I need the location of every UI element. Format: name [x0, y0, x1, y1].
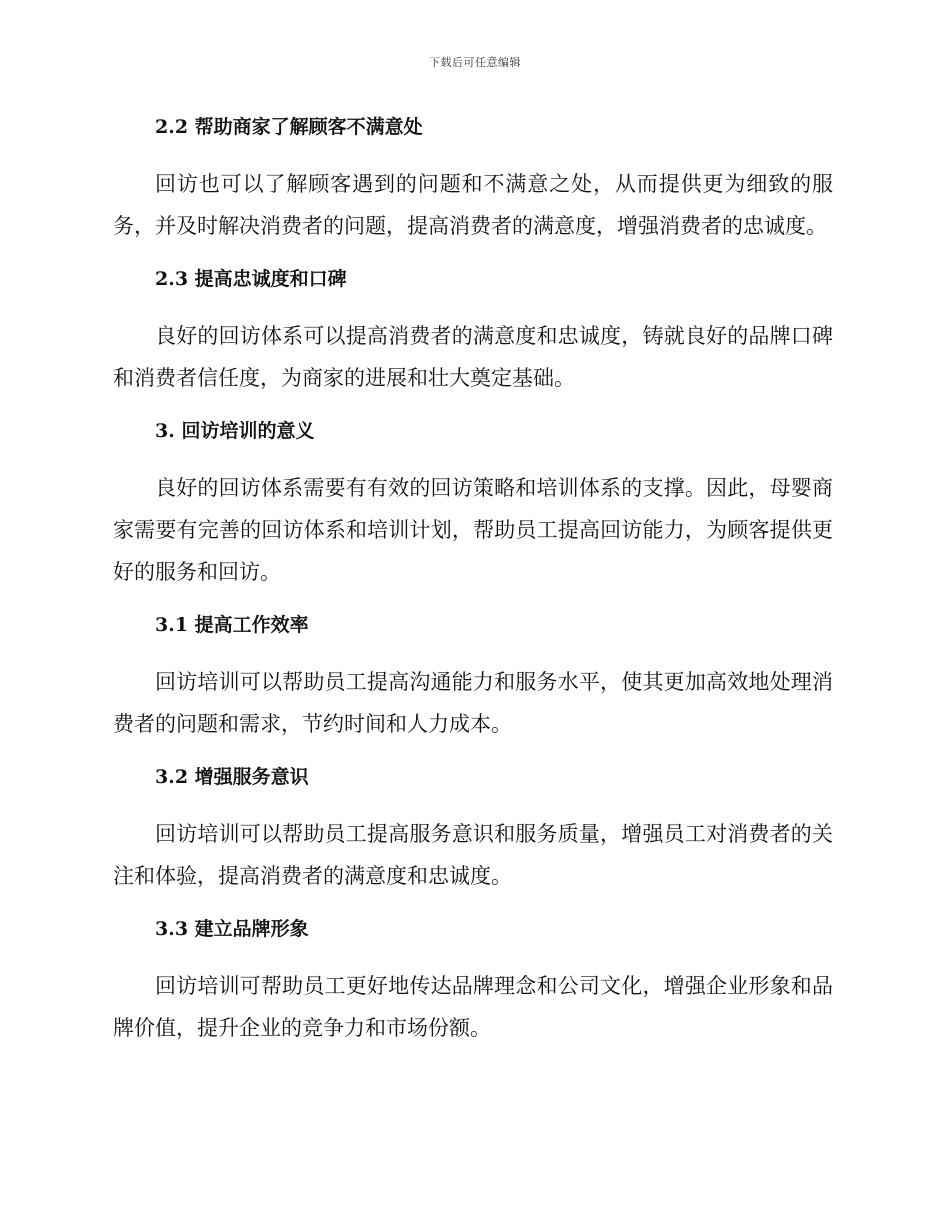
- section-heading-3-2: 3.2 增强服务意识: [155, 766, 309, 788]
- section-heading-2-2: 2.2 帮助商家了解顾客不满意处: [155, 116, 423, 138]
- section-heading-3-3: 3.3 建立品牌形象: [155, 918, 309, 940]
- section-heading-3: 3. 回访培训的意义: [155, 420, 315, 442]
- section-heading-3-1: 3.1 提高工作效率: [155, 614, 309, 636]
- section-paragraph-3-1: 回访培训可以帮助员工提高沟通能力和服务水平，使其更加高效地处理消费者的问题和需求，节约时间和人力成本。: [113, 670, 833, 736]
- page-header: 下载后可任意编辑: [429, 56, 521, 69]
- section-paragraph-3-3: 回访培训可帮助员工更好地传达品牌理念和公司文化，增强企业形象和品牌价值，提升企业的竞争力和市场份额。: [113, 974, 833, 1040]
- section-paragraph-3: 良好的回访体系需要有有效的回访策略和培训体系的支撑。因此，母婴商家需要有完善的回访体系和培训计划，帮助员工提高回访能力，为顾客提供更好的服务和回访。: [113, 476, 833, 584]
- section-paragraph-2-2: 回访也可以了解顾客遇到的问题和不满意之处，从而提供更为细致的服务，并及时解决消费者的问题，提高消费者的满意度，增强消费者的忠诚度。: [113, 172, 833, 238]
- section-paragraph-2-3: 良好的回访体系可以提高消费者的满意度和忠诚度，铸就良好的品牌口碑和消费者信任度，为商家的进展和壮大奠定基础。: [113, 324, 833, 390]
- document-body: [113, 108, 833, 1062]
- section-heading-2-3: 2.3 提高忠诚度和口碑: [155, 268, 347, 290]
- section-paragraph-3-2: 回访培训可以帮助员工提高服务意识和服务质量，增强员工对消费者的关注和体验，提高消费者的满意度和忠诚度。: [113, 822, 833, 888]
